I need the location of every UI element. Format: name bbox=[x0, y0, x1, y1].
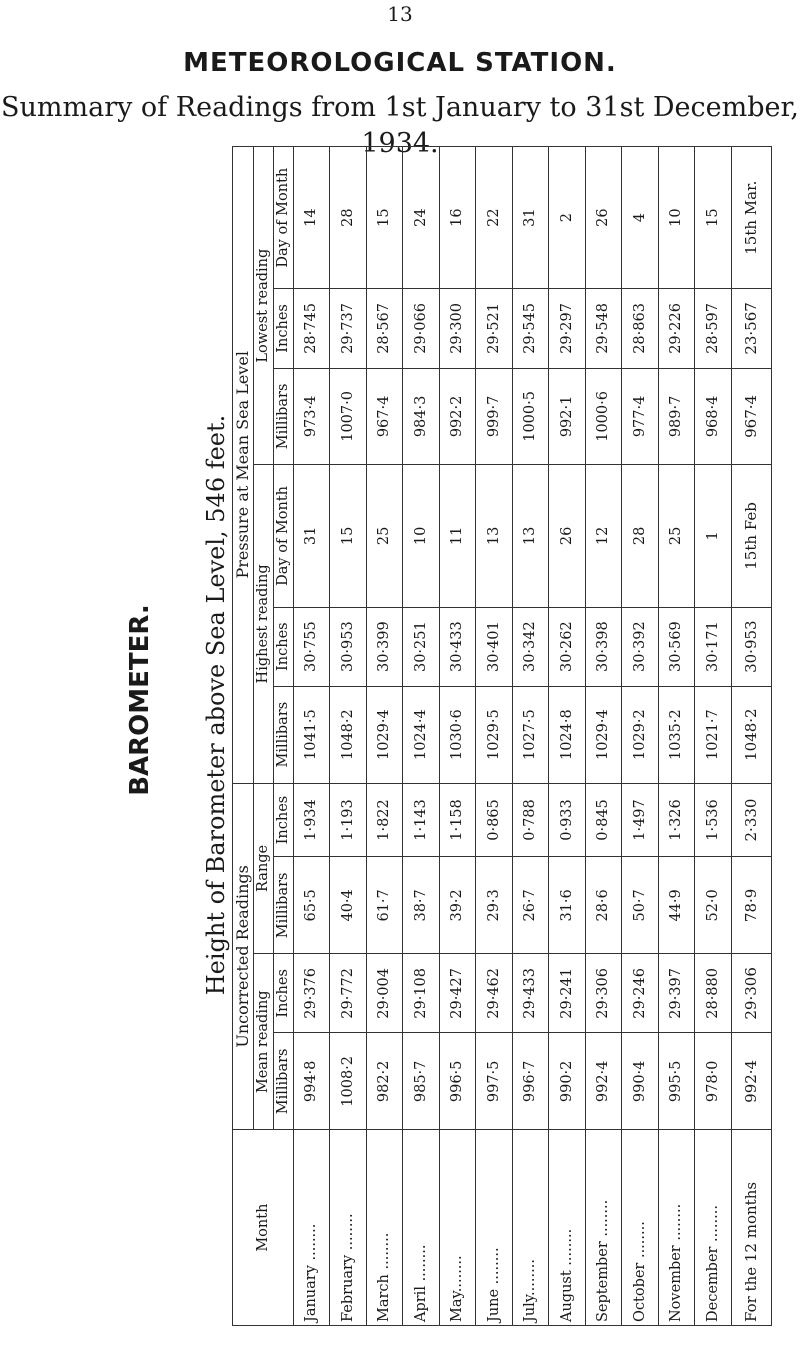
high-mb-cell: 1048·2 bbox=[330, 686, 366, 783]
mean-inches-header: Inches bbox=[274, 954, 294, 1033]
low-day-cell: 2 bbox=[549, 147, 585, 289]
high-in-cell: 30·953 bbox=[330, 607, 366, 686]
mean-mb-cell: 990·4 bbox=[622, 1033, 658, 1130]
high-mb-cell: 1024·8 bbox=[549, 686, 585, 783]
range-inches-header: Inches bbox=[274, 783, 294, 857]
month-cell: February ........ bbox=[330, 1130, 366, 1326]
low-day-cell: 4 bbox=[622, 147, 658, 289]
mean-mb-cell: 978·0 bbox=[695, 1033, 731, 1130]
high-day-cell: 1 bbox=[695, 465, 731, 607]
high-day-cell: 13 bbox=[512, 465, 548, 607]
high-mb-cell: 1029·2 bbox=[622, 686, 658, 783]
low-in-cell: 29·297 bbox=[549, 289, 585, 368]
high-in-cell: 30·392 bbox=[622, 607, 658, 686]
range-mb-cell: 50·7 bbox=[622, 857, 658, 954]
high-day-cell: 10 bbox=[403, 465, 439, 607]
barometer-readings-table bbox=[232, 146, 772, 1326]
high-in-cell: 30·569 bbox=[658, 607, 694, 686]
high-mb-cell: 1035·2 bbox=[658, 686, 694, 783]
low-in-cell: 29·300 bbox=[439, 289, 475, 368]
mean-mb-cell: 997·5 bbox=[476, 1033, 512, 1130]
mean-mb-cell: 994·8 bbox=[293, 1033, 329, 1130]
subtitle-line-2: 1934. bbox=[361, 128, 439, 159]
table-row bbox=[695, 147, 731, 1326]
high-in-cell: 30·398 bbox=[585, 607, 621, 686]
table-row bbox=[658, 147, 694, 1326]
low-mb-cell: 1007·0 bbox=[330, 368, 366, 465]
barometer-heading: BAROMETER. bbox=[125, 604, 155, 796]
mean-in-cell: 29·427 bbox=[439, 954, 475, 1033]
lowest-reading-header: Lowest reading bbox=[254, 147, 274, 465]
range-in-cell: 0·933 bbox=[549, 783, 585, 857]
mean-in-cell: 29·004 bbox=[366, 954, 402, 1033]
low-mb-cell: 977·4 bbox=[622, 368, 658, 465]
high-day-cell: 28 bbox=[622, 465, 658, 607]
high-millibars-header: Millibars bbox=[274, 686, 294, 783]
table-row bbox=[366, 147, 402, 1326]
table-row bbox=[549, 147, 585, 1326]
low-in-cell: 28·863 bbox=[622, 289, 658, 368]
mean-reading-header: Mean reading bbox=[254, 954, 274, 1130]
range-mb-cell: 38·7 bbox=[403, 857, 439, 954]
readings-table-wrapper bbox=[232, 146, 772, 1326]
low-mb-cell: 1000·6 bbox=[585, 368, 621, 465]
high-in-cell: 30·342 bbox=[512, 607, 548, 686]
range-mb-cell: 26·7 bbox=[512, 857, 548, 954]
low-day-cell: 22 bbox=[476, 147, 512, 289]
total-high-in-cell: 30·953 bbox=[731, 607, 771, 686]
table-row bbox=[512, 147, 548, 1326]
high-in-cell: 30·262 bbox=[549, 607, 585, 686]
low-in-cell: 29·226 bbox=[658, 289, 694, 368]
low-inches-header: Inches bbox=[274, 289, 294, 368]
low-day-cell: 28 bbox=[330, 147, 366, 289]
table-row bbox=[622, 147, 658, 1326]
total-low-mb-cell: 967·4 bbox=[731, 368, 771, 465]
low-mb-cell: 992·1 bbox=[549, 368, 585, 465]
barometer-height-note: Height of Barometer above Sea Level, 546 feet. bbox=[202, 414, 230, 996]
low-mb-cell: 968·4 bbox=[695, 368, 731, 465]
mean-in-cell: 29·397 bbox=[658, 954, 694, 1033]
mean-in-cell: 29·241 bbox=[549, 954, 585, 1033]
mean-in-cell: 29·462 bbox=[476, 954, 512, 1033]
pressure-msl-header: Pressure at Mean Sea Level bbox=[233, 147, 254, 784]
high-in-cell: 30·755 bbox=[293, 607, 329, 686]
total-mean-in-cell: 29·306 bbox=[731, 954, 771, 1033]
mean-in-cell: 28·880 bbox=[695, 954, 731, 1033]
total-range-in-cell: 2·330 bbox=[731, 783, 771, 857]
low-in-cell: 28·567 bbox=[366, 289, 402, 368]
month-cell: July........ bbox=[512, 1130, 548, 1326]
low-day-cell: 31 bbox=[512, 147, 548, 289]
range-in-cell: 1·536 bbox=[695, 783, 731, 857]
month-cell: May........ bbox=[439, 1130, 475, 1326]
high-day-cell: 12 bbox=[585, 465, 621, 607]
table-row bbox=[330, 147, 366, 1326]
low-mb-cell: 999·7 bbox=[476, 368, 512, 465]
mean-millibars-header: Millibars bbox=[274, 1033, 294, 1130]
page-number: 13 bbox=[387, 2, 413, 26]
total-low-day-cell: 15th Mar. bbox=[731, 147, 771, 289]
low-day-cell: 26 bbox=[585, 147, 621, 289]
high-mb-cell: 1041·5 bbox=[293, 686, 329, 783]
month-cell: November ........ bbox=[658, 1130, 694, 1326]
low-mb-cell: 992·2 bbox=[439, 368, 475, 465]
total-mean-mb-cell: 992·4 bbox=[731, 1033, 771, 1130]
high-mb-cell: 1030·6 bbox=[439, 686, 475, 783]
month-header: Month bbox=[233, 1130, 294, 1326]
total-high-day-cell: 15th Feb bbox=[731, 465, 771, 607]
total-label-cell: For the 12 months bbox=[731, 1130, 771, 1326]
range-header: Range bbox=[254, 783, 274, 954]
low-day-cell: 14 bbox=[293, 147, 329, 289]
total-range-mb-cell: 78·9 bbox=[731, 857, 771, 954]
low-in-cell: 28·597 bbox=[695, 289, 731, 368]
high-day-cell: 25 bbox=[658, 465, 694, 607]
low-in-cell: 29·066 bbox=[403, 289, 439, 368]
range-mb-cell: 65·5 bbox=[293, 857, 329, 954]
low-in-cell: 29·545 bbox=[512, 289, 548, 368]
high-mb-cell: 1021·7 bbox=[695, 686, 731, 783]
low-day-cell: 24 bbox=[403, 147, 439, 289]
high-day-cell: 11 bbox=[439, 465, 475, 607]
high-mb-cell: 1029·4 bbox=[366, 686, 402, 783]
range-in-cell: 1·193 bbox=[330, 783, 366, 857]
low-in-cell: 29·548 bbox=[585, 289, 621, 368]
high-day-cell: 25 bbox=[366, 465, 402, 607]
low-mb-cell: 1000·5 bbox=[512, 368, 548, 465]
high-in-cell: 30·433 bbox=[439, 607, 475, 686]
range-in-cell: 1·822 bbox=[366, 783, 402, 857]
low-in-cell: 29·521 bbox=[476, 289, 512, 368]
month-cell: December ........ bbox=[695, 1130, 731, 1326]
range-in-cell: 1·934 bbox=[293, 783, 329, 857]
low-in-cell: 28·745 bbox=[293, 289, 329, 368]
mean-in-cell: 29·306 bbox=[585, 954, 621, 1033]
high-in-cell: 30·251 bbox=[403, 607, 439, 686]
range-in-cell: 0·788 bbox=[512, 783, 548, 857]
low-day-cell: 16 bbox=[439, 147, 475, 289]
mean-mb-cell: 996·7 bbox=[512, 1033, 548, 1130]
high-mb-cell: 1027·5 bbox=[512, 686, 548, 783]
range-mb-cell: 40·4 bbox=[330, 857, 366, 954]
low-mb-cell: 989·7 bbox=[658, 368, 694, 465]
low-day-cell: 15 bbox=[366, 147, 402, 289]
range-in-cell: 0·845 bbox=[585, 783, 621, 857]
high-day-cell: 31 bbox=[293, 465, 329, 607]
mean-mb-cell: 995·5 bbox=[658, 1033, 694, 1130]
total-high-mb-cell: 1048·2 bbox=[731, 686, 771, 783]
low-mb-cell: 973·4 bbox=[293, 368, 329, 465]
high-mb-cell: 1024·4 bbox=[403, 686, 439, 783]
range-mb-cell: 44·9 bbox=[658, 857, 694, 954]
total-low-in-cell: 23·567 bbox=[731, 289, 771, 368]
range-in-cell: 1·143 bbox=[403, 783, 439, 857]
monthly-rows bbox=[293, 147, 771, 1326]
month-cell: March ........ bbox=[366, 1130, 402, 1326]
mean-mb-cell: 1008·2 bbox=[330, 1033, 366, 1130]
high-day-cell: 26 bbox=[549, 465, 585, 607]
page-title: METEOROLOGICAL STATION. bbox=[183, 48, 617, 78]
month-cell: June ........ bbox=[476, 1130, 512, 1326]
range-in-cell: 1·326 bbox=[658, 783, 694, 857]
mean-in-cell: 29·376 bbox=[293, 954, 329, 1033]
range-millibars-header: Millibars bbox=[274, 857, 294, 954]
annual-total-row bbox=[731, 147, 771, 1326]
high-in-cell: 30·171 bbox=[695, 607, 731, 686]
mean-mb-cell: 992·4 bbox=[585, 1033, 621, 1130]
low-day-cell: 10 bbox=[658, 147, 694, 289]
table-row bbox=[585, 147, 621, 1326]
range-mb-cell: 61·7 bbox=[366, 857, 402, 954]
low-day-cell: 15 bbox=[695, 147, 731, 289]
high-day-header: Day of Month bbox=[274, 465, 294, 607]
high-day-cell: 13 bbox=[476, 465, 512, 607]
mean-mb-cell: 996·5 bbox=[439, 1033, 475, 1130]
high-day-cell: 15 bbox=[330, 465, 366, 607]
uncorrected-readings-header: Uncorrected Readings bbox=[233, 783, 254, 1130]
mean-mb-cell: 990·2 bbox=[549, 1033, 585, 1130]
month-cell: October ........ bbox=[622, 1130, 658, 1326]
month-cell: August ........ bbox=[549, 1130, 585, 1326]
mean-in-cell: 29·246 bbox=[622, 954, 658, 1033]
range-in-cell: 1·497 bbox=[622, 783, 658, 857]
range-mb-cell: 52·0 bbox=[695, 857, 731, 954]
high-inches-header: Inches bbox=[274, 607, 294, 686]
highest-reading-header: Highest reading bbox=[254, 465, 274, 783]
mean-in-cell: 29·772 bbox=[330, 954, 366, 1033]
high-in-cell: 30·399 bbox=[366, 607, 402, 686]
range-in-cell: 0·865 bbox=[476, 783, 512, 857]
table-row bbox=[439, 147, 475, 1326]
mean-mb-cell: 985·7 bbox=[403, 1033, 439, 1130]
month-cell: September ........ bbox=[585, 1130, 621, 1326]
high-in-cell: 30·401 bbox=[476, 607, 512, 686]
mean-in-cell: 29·433 bbox=[512, 954, 548, 1033]
table-row bbox=[403, 147, 439, 1326]
range-mb-cell: 39·2 bbox=[439, 857, 475, 954]
range-mb-cell: 29·3 bbox=[476, 857, 512, 954]
range-mb-cell: 31·6 bbox=[549, 857, 585, 954]
table-row bbox=[476, 147, 512, 1326]
mean-in-cell: 29·108 bbox=[403, 954, 439, 1033]
low-mb-cell: 984·3 bbox=[403, 368, 439, 465]
table-row bbox=[293, 147, 329, 1326]
subtitle-line-1: Summary of Readings from 1st January to 31st December, bbox=[1, 92, 799, 123]
low-millibars-header: Millibars bbox=[274, 368, 294, 465]
high-mb-cell: 1029·4 bbox=[585, 686, 621, 783]
low-mb-cell: 967·4 bbox=[366, 368, 402, 465]
low-day-header: Day of Month bbox=[274, 147, 294, 289]
month-cell: April ........ bbox=[403, 1130, 439, 1326]
low-in-cell: 29·737 bbox=[330, 289, 366, 368]
month-cell: January ........ bbox=[293, 1130, 329, 1326]
range-in-cell: 1·158 bbox=[439, 783, 475, 857]
mean-mb-cell: 982·2 bbox=[366, 1033, 402, 1130]
high-mb-cell: 1029·5 bbox=[476, 686, 512, 783]
range-mb-cell: 28·6 bbox=[585, 857, 621, 954]
